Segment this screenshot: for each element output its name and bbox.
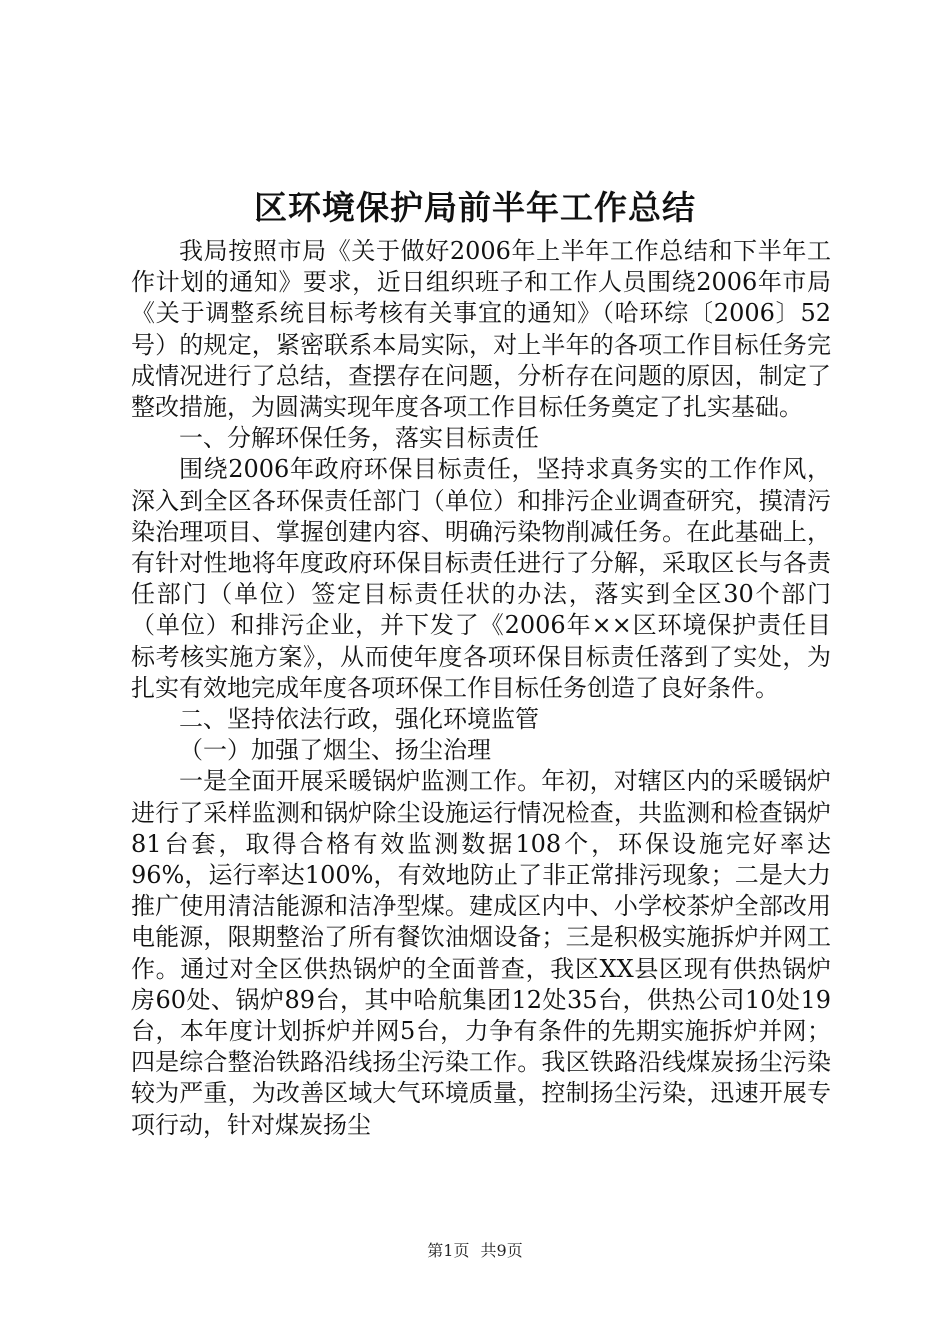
page-total: 共9页 [480, 1241, 523, 1260]
page-footer [0, 1240, 950, 1262]
paragraph-intro: 我局按照市局《关于做好2006年上半年工作总结和下半年工作计划的通知》要求，近日组织班子和工作人员围绕2006年市局《关于调整系统目标考核有关事宜的通知》（哈环综〔2006〕52号）的规定，紧密联系本局实际，对上半年的各项工作目标任务完成情况进行了总结，查摆存在问题，分析存在问题的原因，制定了整改措施，为圆满实现年度各项工作目标任务奠定了扎实基础。 [131, 237, 831, 422]
document-body [131, 236, 831, 1141]
heading-subsection-2-1: （一）加强了烟尘、扬尘治理 [179, 736, 491, 765]
heading-section-2: 二、坚持依法行政，强化环境监管 [179, 705, 539, 734]
paragraph-section-1: 围绕2006年政府环保目标责任，坚持求真务实的工作作风，深入到全区各环保责任部门（单位）和排污企业调查研究，摸清污染治理项目、掌握创建内容、明确污染物削减任务。在此基础上，有针对性地将年度政府环保目标责任进行了分解，采取区长与各责任部门（单位）签定目标责任状的办法，落实到全区30个部门（单位）和排污企业，并下发了《2006年××区环境保护责任目标考核实施方案》，从而使年度各项环保目标责任落到了实处，为扎实有效地完成年度各项环保工作目标任务创造了良好条件。 [131, 455, 831, 702]
paragraph-subsection-2-1: 一是全面开展采暖锅炉监测工作。年初，对辖区内的采暖锅炉进行了采样监测和锅炉除尘设施运行情况检查，共监测和检查锅炉81台套，取得合格有效监测数据108个，环保设施完好率达96%，运行率达100%，有效地防止了非正常排污现象；二是大力推广使用清洁能源和洁净型煤。建成区内中、小学校茶炉全部改用电能源，限期整治了所有餐饮油烟设备；三是积极实施拆炉并网工作。通过对全区供热锅炉的全面普查，我区XX县区现有供热锅炉房60处、锅炉89台，其中哈航集团12处35台，供热公司10处19台，本年度计划拆炉并网5台，力争有条件的先期实施拆炉并网；四是综合整治铁路沿线扬尘污染工作。我区铁路沿线煤炭扬尘污染较为严重，为改善区域大气环境质量，控制扬尘污染，迅速开展专项行动，针对煤炭扬尘 [131, 767, 831, 1139]
document-title: 区环境保护局前半年工作总结 [254, 188, 696, 227]
heading-section-1: 一、分解环保任务，落实目标责任 [179, 424, 539, 453]
page-number: 第1页 [427, 1241, 470, 1260]
